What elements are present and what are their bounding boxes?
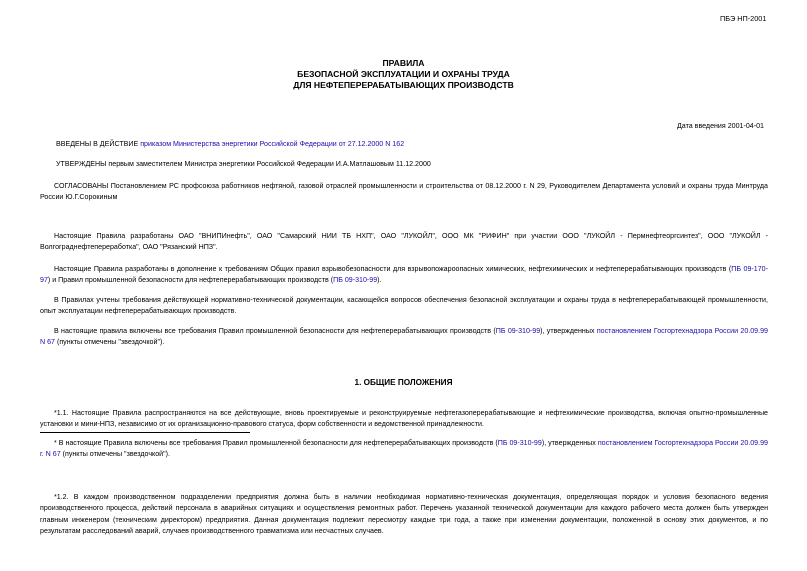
gosgortekhnadzor-resolution-link[interactable]: постановлением Госгортехнадзора России 20.09.99 N 67 [40,327,768,347]
agreed-paragraph: СОГЛАСОВАНЫ Постановлением РС профсоюза работников нефтяной, газовой отраслей промышленности и строительства от 08.12.2000 г. N 29, Руководителем Департамента условий и охраны труда Минтруда России Ю.Г.Сорокиным [40,182,768,202]
title-line-3: ДЛЯ НЕФТЕПЕРЕРАБАТЫВАЮЩИХ ПРОИЗВОДСТВ [293,80,514,90]
title-line-1: ПРАВИЛА [382,58,425,68]
item-1-2: *1.2. В каждом производственном подразделении предприятия должна быть в наличии необходимая нормативно-техническая документация, определяющая порядок и условия безопасного ведения производственного процесса, действий персонала в аварийных ситуациях и осуществления ремонтных работ. Перечень указанной технической документации для каждого рабочего места должен быть утвержден главным инженером (техническим директором) предприятия. Данная документация подлежит пересмотру каждые три года, а также при изменении документации, положенной в основу этих документов, и по результатам расследований аварий, случаев производственного травматизма или несчастных случаев. [40,493,768,536]
gosgortekhnadzor-resolution-link[interactable]: постановлением Госгортехнадзора России 20.09.99 г. N 67 [40,439,768,459]
item-1-1: *1.1. Настоящие Правила распространяются на все действующие, вновь проектируемые и реконструируемые нефтегазоперерабатывающие и нефтехимические производства, включая опытно-промышленные установки и мини-НПЗ, независимо от их организационно-правового статуса, форм собственности и ведомственной принадлежности. [40,409,768,429]
document-code: ПБЭ НП-2001 [720,14,767,23]
requirements-paragraph: В Правилах учтены требования действующей нормативно-технической документации, касающейся вопросов обеспечения безопасной эксплуатации и охраны труда в нефтеперерабатывающей промышленности, опыт эксплуатации нефтеперерабатывающих производств. [40,296,768,316]
developers-paragraph: Настоящие Правила разработаны ОАО "ВНИПИнефть", ОАО "Самарский НИИ ТБ НХП", ОАО "ЛУКОЙЛ", ООО МК "РИФИН" при участии ООО "ЛУКОЙЛ - Пермнефтеоргсинтез", ООО "ЛУКОЙЛ - Волгограднефтепереработка", ОАО "Рязанский НПЗ". [40,232,768,252]
footnote: * В настоящие Правила включены все требования Правил промышленной безопасности для нефтеперерабатывающих производств (ПБ 09-310-99), утвержденных постановлением Госгортехнадзора России 20.09.99 г. N 67 (пункты отмечены "звездочкой"). [40,439,768,459]
pb-09-310-99-link[interactable]: ПБ 09-310-99 [497,439,542,447]
included-paragraph: В настоящие правила включены все требования Правил промышленной безопасности для нефтеперерабатывающих производств (ПБ 09-310-99), утвержденных постановлением Госгортехнадзора России 20.09.99 N 67 (пункты отмечены "звездочкой"). [40,327,768,347]
pb-09-170-97-link[interactable]: ПБ 09-170-97 [40,265,768,285]
title-line-2: БЕЗОПАСНОЙ ЭКСПЛУАТАЦИИ И ОХРАНЫ ТРУДА [297,69,510,79]
pb-09-310-99-link[interactable]: ПБ 09-310-99 [495,327,541,335]
introduction-date: Дата введения 2001-04-01 [677,122,764,130]
enacted-prefix: ВВЕДЕНЫ В ДЕЙСТВИЕ [56,140,141,148]
supplement-paragraph: Настоящие Правила разработаны в дополнение к требованиям Общих правил взрывобезопасности для взрывопожароопасных химических, нефтехимических и нефтеперерабатывающих производств (ПБ 09-170-97) и Правил промышленной безопасности для нефтеперерабатывающих производств (ПБ 09-310-99). [40,265,768,285]
footnote-separator [40,432,250,433]
order-link[interactable]: приказом Министерства энергетики Российской Федерации от 27.12.2000 N 162 [140,140,405,148]
approved-line: УТВЕРЖДЕНЫ первым заместителем Министра энергетики Российской Федерации И.А.Матлашовым 11.12.2000 [56,160,431,168]
section-title: 1. ОБЩИЕ ПОЛОЖЕНИЯ [354,378,453,387]
enacted-line [56,140,404,148]
pb-09-310-99-link[interactable]: ПБ 09-310-99 [333,276,378,285]
